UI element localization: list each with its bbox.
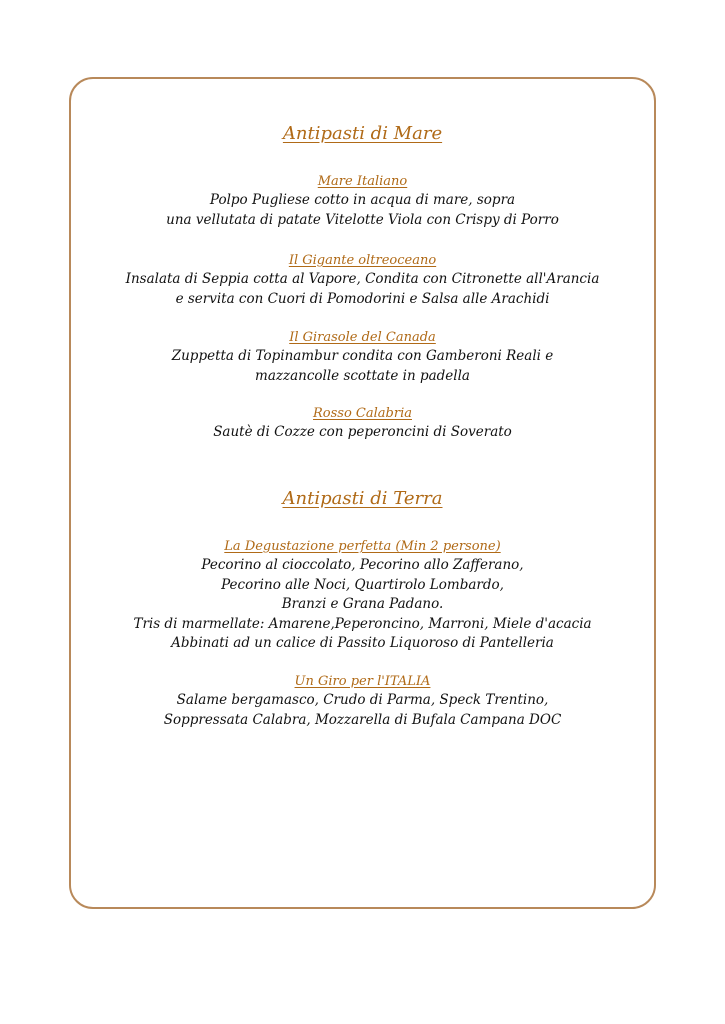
dish-description-line: una vellutata di patate Vitelotte Viola con Crispy di Porro — [166, 211, 559, 228]
section-title: Antipasti di Mare — [282, 123, 443, 144]
dish-description-line: Insalata di Seppia cotta al Vapore, Condita con Citronette all'Arancia — [125, 271, 600, 287]
dish-description-line: Tris di marmellate: Amarene,Peperoncino, Marroni, Miele d'acacia — [133, 615, 592, 632]
dish-description-line: Branzi e Grana Padano. — [281, 596, 444, 612]
dish-name: Il Girasole del Canada — [289, 330, 436, 345]
section-antipasti-mare — [69, 123, 656, 145]
dish-la-degustazione-perfetta — [69, 538, 656, 654]
dish-il-gigante-oltreoceano — [69, 252, 656, 309]
dish-mare-italiano — [69, 173, 656, 230]
dish-description-line: Polpo Pugliese cotto in acqua di mare, sopra — [209, 192, 516, 208]
dish-description-line: Abbinati ad un calice di Passito Liquoroso di Pantelleria — [171, 635, 554, 651]
section-antipasti-terra — [69, 488, 656, 510]
dish-name: La Degustazione perfetta (Min 2 persone) — [224, 539, 501, 554]
dish-description-line: Zuppetta di Topinambur condita con Gamberoni Reali e — [171, 348, 554, 364]
dish-description-line: Sautè di Cozze con peperoncini di Soverato — [213, 424, 512, 440]
dish-un-giro-per-italia — [69, 673, 656, 730]
section-title: Antipasti di Terra — [282, 488, 443, 509]
dish-rosso-calabria — [69, 405, 656, 443]
dish-il-girasole-del-canada — [69, 329, 656, 386]
dish-name: Il Gigante oltreoceano — [288, 253, 437, 268]
dish-name: Mare Italiano — [317, 174, 408, 189]
dish-description-line: Pecorino alle Noci, Quartirolo Lombardo, — [221, 576, 504, 593]
dish-description-line: Soppressata Calabra, Mozzarella di Bufala Campana DOC — [163, 711, 562, 728]
dish-description-line: Salame bergamasco, Crudo di Parma, Speck Trentino, — [176, 692, 549, 708]
dish-name: Un Giro per l'ITALIA — [294, 674, 431, 689]
dish-name: Rosso Calabria — [313, 406, 412, 421]
dish-description-line: Pecorino al cioccolato, Pecorino allo Zafferano, — [201, 557, 524, 573]
dish-description-line: e servita con Cuori di Pomodorini e Salsa alle Arachidi — [175, 290, 550, 307]
dish-description-line: mazzancolle scottate in padella — [255, 367, 470, 384]
